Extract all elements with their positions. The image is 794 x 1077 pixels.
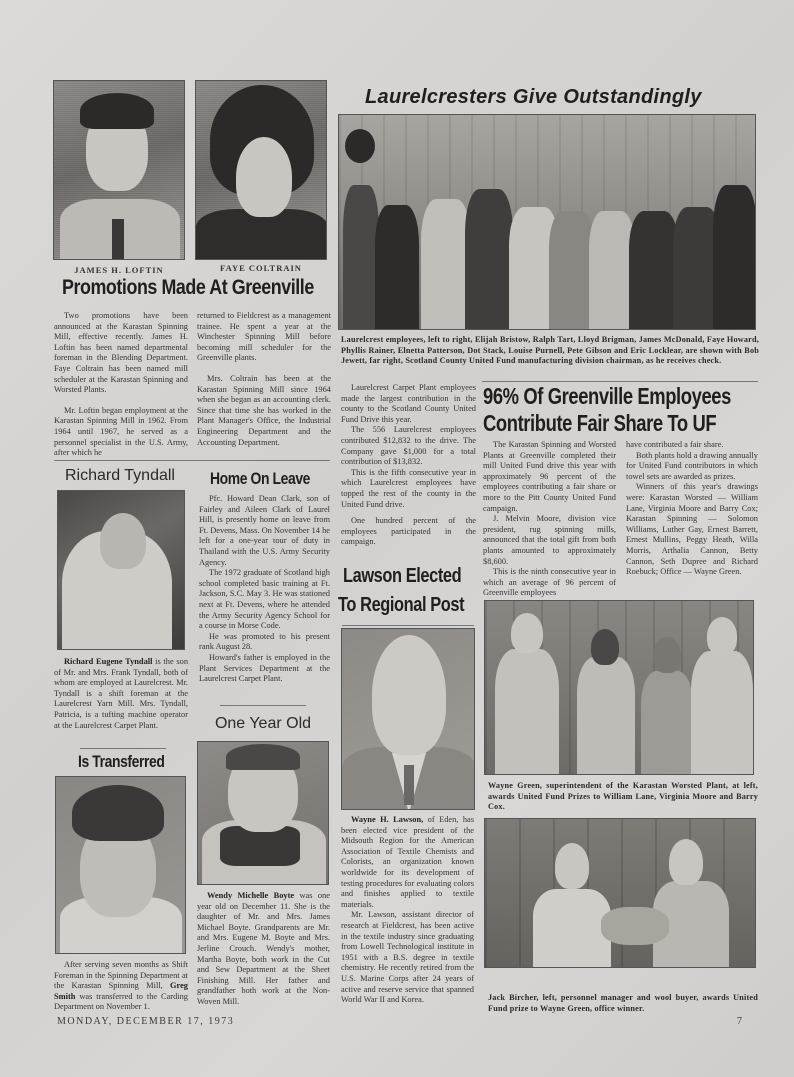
caption-james-loftin: JAMES H. LOFTIN [74, 265, 164, 275]
divider [220, 705, 306, 706]
photo-greg-smith [55, 776, 186, 954]
paragraph: returned to Fieldcrest as a management trainee. He spent a year at the Winchester Spinning Mill before becoming mill scheduler for the Greenville plants. [197, 311, 331, 363]
paragraph: Winners of this year's drawings were: Karastan Worsted — William Lane, Virginia Moore and Barry Cox; Karastan Spinning — Solomon Williams, Luther Gay, Ernest Barrett, Ernest Mullins, Peggy Heath, Willa Morris, Arthalia Cannon, Betty Cannon, Seth Dupree and Richard Roebuck; Office — Wayne Green. [626, 482, 758, 577]
paragraph: Mrs. Coltrain has been at the Karastan Spinning Mill since 1964 when she began as an accounting clerk. Since that time she has worked in the Plant Manager's Office, the Industrial Engineering Department and the Accounting Department. [197, 373, 331, 447]
caption-faye-coltrain: FAYE COLTRAIN [220, 263, 302, 273]
paragraph: The Karastan Spinning and Worsted Plants at Greenville completed their mill United Fund drive this year with approximately 96 percent of the employees contributing a fair share or more to the Pitt County United Fund campaign. [483, 440, 616, 513]
tyndall-body: is the son of Mr. and Mrs. Frank Tyndall, both of whom are employed at Laurelcrest. Mr. Tyndall is a shift foreman at the Laurelcrest Yarn Mill. Mrs. Tyndall, Patricia, is a tufting machine operator at the Laurelcrest Carpet Plant. [54, 657, 189, 730]
transferred-body-1: After serving seven months as Shift Foreman in the Spinning Department at the Karastan Spinning Mill, [54, 960, 188, 991]
bircher-photo-caption: Jack Bircher, left, personnel manager and wool buyer, awards United Fund prize to Wayne Green, office winner. [488, 993, 758, 1013]
wendy-body: was one year old on December 11. She is the daughter of Mr. and Mrs. James Michael Boyte. Grandparents are Mr. and Mrs. Eugene M. Boyte and Mrs. Jerline Crouch. Wendy's mother, Martha Boyte, both work in the Cut and Sew Department at the Sheet Finishing Mill. Her father and grandfather both work at the Non-Woven Mill. [197, 891, 330, 1006]
wendy-name: Wendy Michelle Boyte [207, 891, 295, 900]
home-on-leave-headline: Home On Leave [210, 469, 311, 488]
greenville-headline-line2: Contribute Fair Share To UF [483, 410, 717, 436]
lawson-name: Wayne H. Lawson, [351, 815, 424, 824]
home-on-leave-article [199, 494, 330, 685]
photo-wayne-lawson [341, 628, 475, 810]
tyndall-text [54, 657, 188, 731]
paragraph: He was promoted to his present rank August 28. [199, 631, 330, 652]
paragraph: This is the fifth consecutive year in which Laurelcrest employees have topped the rest of the county in the United Fund drive. [341, 467, 476, 509]
laurelcrest-headline: Laurelcresters Give Outstandingly [365, 86, 702, 108]
promotions-col2 [197, 311, 331, 448]
paragraph: This is the ninth consecutive year in which an average of 96 percent of Greenville employees [483, 567, 616, 598]
paragraph: Laurelcrest Carpet Plant employees made the largest contribution in the county to the Scotland County United Fund Drive this year. [341, 383, 476, 424]
tyndall-name: Richard Eugene Tyndall [64, 657, 153, 666]
divider [54, 460, 330, 461]
tyndall-headline: Richard Tyndall [65, 467, 175, 484]
promotions-col1 [54, 311, 188, 459]
transferred-headline: Is Transferred [78, 752, 165, 771]
paragraph: Howard's father is employed in the Plant Services Department at the Laurelcrest Carpet Plant. [199, 652, 330, 684]
paragraph: J. Melvin Moore, division vice president, rug spinning mills, announced that the total gift from both plants amounted to approximately $8,600. [483, 514, 616, 566]
photo-bircher-green [484, 818, 756, 968]
transferred-name: Greg Smith [54, 981, 188, 1001]
photo-laurelcrest-group [338, 114, 756, 330]
greenville-headline-line1: 96% Of Greenville Employees [483, 383, 731, 409]
paragraph: The 1972 graduate of Scotland high school completed basic training at Ft. Jackson, S.C. May 3. He was stationed next at Ft. Devens, where he attended the Army Security Agency School for a course in Morse Code. [199, 568, 330, 631]
divider [482, 381, 758, 382]
one-year-old-headline: One Year Old [214, 715, 312, 732]
photo-richard-tyndall [57, 490, 185, 650]
paragraph: have contributed a fair share. [626, 440, 724, 449]
photo-greenville-prizes [484, 600, 754, 775]
greenville-col2 [626, 440, 758, 578]
lawson-body-1: of Eden, has been elected vice president of the Midsouth Region for the American Association of Textile Chemists and Colorists, an organization known worldwide for its development of testing procedures for evaluating colors and finishes applied to textile materials. [341, 815, 474, 909]
promotions-headline: Promotions Made At Greenville [62, 276, 314, 299]
lawson-headline-line2: To Regional Post [338, 594, 465, 616]
transferred-text [54, 960, 188, 1013]
photo-faye-coltrain [195, 80, 327, 260]
greenville-photo1-caption: Wayne Green, superintendent of the Karastan Worsted Plant, at left, awards United Fund Prizes to William Lane, Virginia Moore and Barry Cox. [488, 781, 758, 812]
greenville-col1 [483, 440, 616, 599]
divider [80, 748, 166, 749]
paragraph: One hundred percent of the employees participated in the campaign. [341, 516, 476, 547]
lawson-headline-line1: Lawson Elected [343, 565, 462, 587]
photo-wendy-boyte [197, 741, 329, 885]
transferred-body-2: was transferred to the Carding Department on November 1. [54, 991, 188, 1012]
paragraph: Mr. Loftin began employment at the Karastan Spinning Mill in 1962. From 1964 until 1967, he served as a personnel specialist in the U.S. Army, after which he [54, 405, 188, 458]
paragraph: Pfc. Howard Dean Clark, son of Fairley and Aileen Clark of Laurel Hill, is presently home on leave from Ft. Devens, Mass. On November 14 he left for a one-year tour of duty in Thailand with the U.S. Army Security Agency. [199, 494, 330, 567]
lawson-article [341, 815, 474, 1006]
photo-james-loftin [53, 80, 185, 260]
footer-date: MONDAY, DECEMBER 17, 1973 [57, 1016, 235, 1027]
paragraph: Both plants hold a drawing annually for United Fund contributors in which towel sets are awarded as prizes. [626, 450, 758, 481]
paragraph: The 556 Laurelcrest employees contributed $12,832 to the drive. The Company gave $1,000 for a total contribution of $13,832. [341, 425, 476, 467]
divider [342, 625, 474, 626]
laurelcrest-photo-caption: Laurelcrest employees, left to right, Elijah Bristow, Ralph Tart, Lloyd Brigman, James McDonald, Faye Howard, Phyllis Rainer, Elnetta Patterson, Dot Stack, Louise Purnell, Pete Gibson and Eric Locklear, are shown with Bob Jewett, far right, Scotland County United Fund manufacturing division chairman, as he receives check. [341, 335, 759, 366]
page-number: 7 [737, 1016, 742, 1027]
one-year-old-text [197, 891, 330, 1008]
paragraph: Two promotions have been announced at the Karastan Spinning Mill, effective recently. James H. Loftin has been named departmental foreman in the Blending Department. Faye Coltrain has been named mill scheduler at the Karastan Spinning and Worsted Plants. [54, 311, 188, 395]
laurelcrest-article [341, 383, 476, 548]
paragraph: Mr. Lawson, assistant director of research at Fieldcrest, has been active in the textile industry since graduating from Lowell Technological institute in 1951 with a B.S. degree in textile chemistry. He recently retired from the U.S. Marine Corps after 24 years of active and reserve service that spanned World War II and Korea. [341, 910, 474, 1005]
